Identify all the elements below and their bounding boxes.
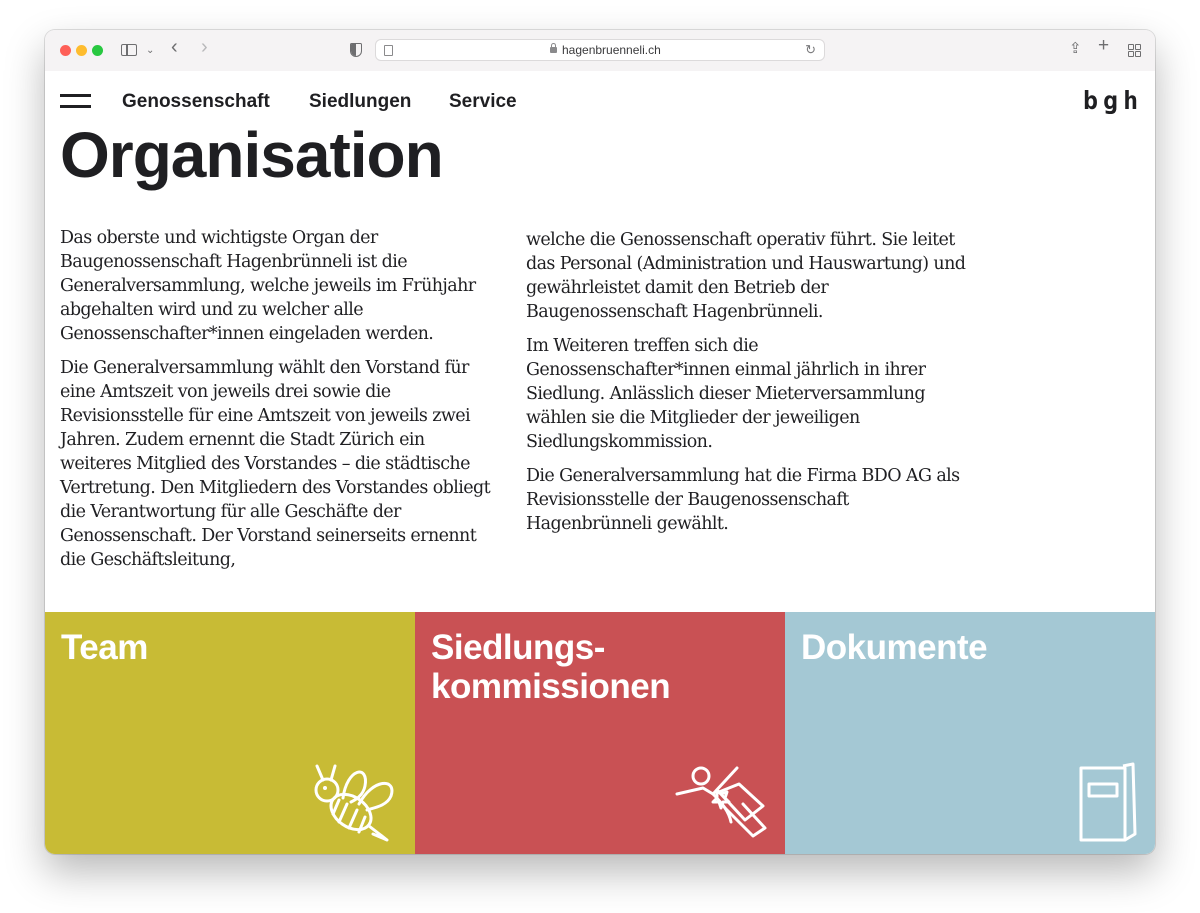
folder-icon xyxy=(1079,762,1139,844)
tile-dokumente[interactable] xyxy=(785,612,1155,854)
browser-toolbar xyxy=(45,30,1155,72)
address-bar[interactable] xyxy=(375,39,825,61)
nav-genossenschaft[interactable]: Genossenschaft xyxy=(122,91,270,112)
share-icon[interactable]: ⇪ xyxy=(1069,40,1082,57)
nav-service[interactable]: Service xyxy=(449,91,517,112)
url-text[interactable]: hagenbruenneli.ch xyxy=(562,43,661,57)
chevron-down-icon[interactable]: ⌄ xyxy=(146,45,155,56)
minimize-window-button[interactable] xyxy=(76,45,87,56)
paragraph: welche die Genossenschaft operativ führt. Sie leitet das Personal (Administration und Hauswartung) und gewährleistet damit den Betrieb der Baugenossenschaft Hagenbrünneli. xyxy=(526,230,966,322)
forward-icon[interactable]: › xyxy=(201,36,208,58)
paragraph: Das oberste und wichtigste Organ der Baugenossenschaft Hagenbrünneli ist die Generalversammlung, welche jeweils im Frühjahr abgehalten wird und zu welcher alle Genossenschafter*innen eingeladen werden. xyxy=(60,228,476,344)
new-tab-icon[interactable]: + xyxy=(1098,35,1110,56)
paragraph: Im Weiteren treffen sich die Genossenschafter*innen einmal jährlich in ihrer Siedlung. Anlässlich dieser Mieterversammlung wählen sie die Mitglieder der jeweiligen Siedlungskommission. xyxy=(526,336,926,452)
site-logo[interactable]: bgh xyxy=(1083,86,1144,115)
menu-icon[interactable] xyxy=(60,93,91,109)
nav-siedlungen[interactable]: Siedlungen xyxy=(309,91,412,112)
back-icon[interactable]: ‹ xyxy=(171,36,178,58)
page-icon xyxy=(384,45,393,56)
close-window-button[interactable] xyxy=(60,45,71,56)
tile-title: Team xyxy=(61,628,148,667)
bee-icon xyxy=(307,762,397,844)
browser-window xyxy=(45,30,1155,854)
superhero-icon xyxy=(673,764,769,844)
paragraph: Die Generalversammlung hat die Firma BDO AG als Revisionsstelle der Baugenossenschaft Hagenbrünneli gewählt. xyxy=(526,466,960,534)
tile-title: Siedlungs- kommissionen xyxy=(431,628,671,706)
page-title: Organisation xyxy=(60,119,443,191)
web-page xyxy=(45,71,1155,854)
text-column-left xyxy=(60,226,500,582)
reload-icon[interactable]: ↻ xyxy=(805,42,816,57)
tile-siedlungskommissionen[interactable] xyxy=(415,612,785,854)
tab-overview-icon[interactable] xyxy=(1128,44,1140,56)
tile-title: Dokumente xyxy=(801,628,988,667)
paragraph: Die Generalversammlung wählt den Vorstand für eine Amtszeit von jeweils drei sowie die Revisionsstelle für eine Amtszeit von jeweils zwei Jahren. Zudem ernennt die Stadt Zürich ein weiteres Mitglied des Vorstandes – die städtische Vertretung. Den Mitgliedern des Vorstandes obliegt die Verantwortung für alle Geschäfte der Genossenschaft. Der Vorstand seinerseits ernennt die Geschäftsleitung, xyxy=(60,358,491,570)
lock-icon xyxy=(550,47,557,53)
zoom-window-button[interactable] xyxy=(92,45,103,56)
tile-team[interactable] xyxy=(45,612,415,854)
privacy-shield-icon[interactable] xyxy=(350,43,362,57)
text-column-right xyxy=(526,228,966,546)
sidebar-toggle-icon[interactable] xyxy=(121,44,137,56)
